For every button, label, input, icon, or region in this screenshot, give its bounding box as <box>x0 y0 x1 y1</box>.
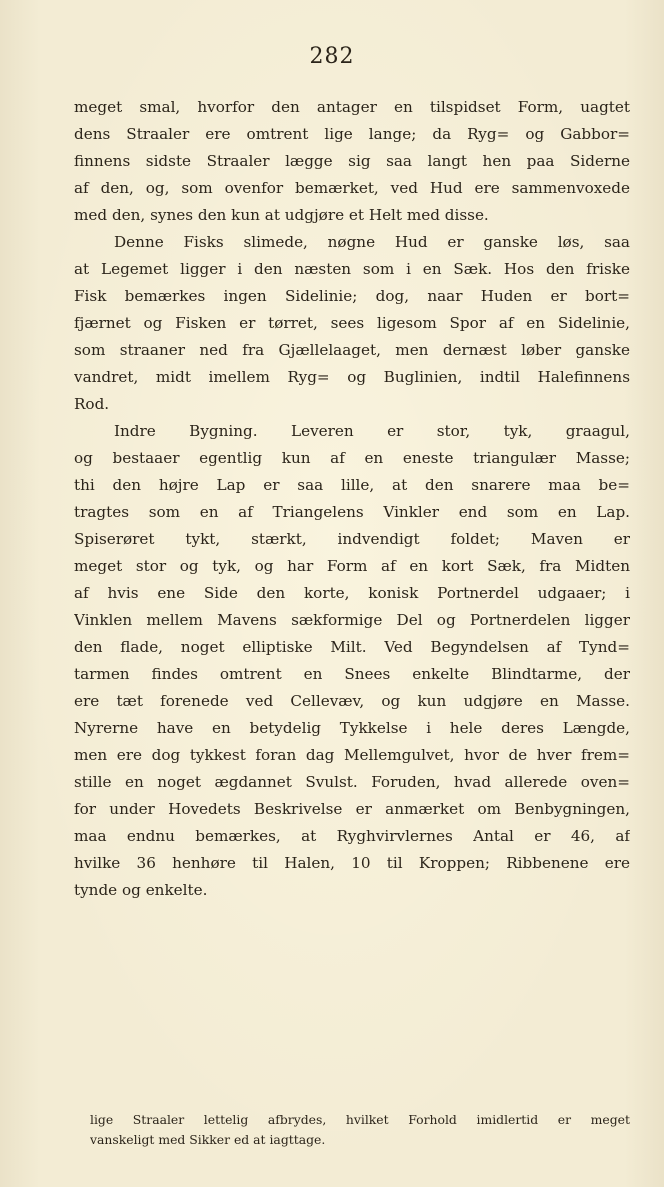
text-line: dens Straaler ere omtrent lige lange; da Ryg= og Gabbor= <box>74 125 630 143</box>
text-line: med den, synes den kun at udgjøre et Helt med disse. <box>74 206 489 224</box>
text-line: stille en noget ægdannet Svulst. Foruden, hvad allerede oven= <box>74 773 630 791</box>
text-line: Indre Bygning. Leveren er stor, tyk, graagul, <box>114 422 630 440</box>
text-line: den flade, noget elliptiske Milt. Ved Begyndelsen af Tynd= <box>74 638 630 656</box>
body-text <box>74 94 630 904</box>
footnote <box>90 1110 630 1150</box>
text-line: for under Hovedets Beskrivelse er anmærket om Benbygningen, <box>74 800 630 818</box>
text-line: som straaner ned fra Gjællelaaget, men dernæst løber ganske <box>74 341 630 359</box>
footnote-line: lige Straaler lettelig afbrydes, hvilket Forhold imidlertid er meget <box>90 1112 630 1127</box>
text-line: tynde og enkelte. <box>74 881 208 899</box>
text-line: Nyrerne have en betydelig Tykkelse i hele deres Længde, <box>74 719 630 737</box>
text-line: vandret, midt imellem Ryg= og Buglinien, indtil Halefinnens <box>74 368 630 386</box>
text-line: thi den højre Lap er saa lille, at den snarere maa be= <box>74 476 630 494</box>
text-line: af hvis ene Side den korte, konisk Portnerdel udgaaer; i <box>74 584 630 602</box>
text-line: Denne Fisks slimede, nøgne Hud er ganske løs, saa <box>114 233 630 251</box>
text-line: at Legemet ligger i den næsten som i en Sæk. Hos den friske <box>74 260 630 278</box>
text-line: Rod. <box>74 395 110 413</box>
text-line: Vinklen mellem Mavens sækformige Del og Portnerdelen ligger <box>74 611 630 629</box>
page-number: 282 <box>309 44 355 69</box>
text-line: finnens sidste Straaler lægge sig saa langt hen paa Siderne <box>74 152 630 170</box>
text-line: ere tæt forenede ved Cellevæv, og kun udgjøre en Masse. <box>74 692 630 710</box>
text-line: maa endnu bemærkes, at Ryghvirvlernes Antal er 46, af <box>74 827 630 845</box>
footnote-line: vanskeligt med Sikker ed at iagttage. <box>90 1132 326 1147</box>
text-line: Fisk bemærkes ingen Sidelinie; dog, naar Huden er bort= <box>74 287 630 305</box>
text-line: meget stor og tyk, og har Form af en kort Sæk, fra Midten <box>74 557 630 575</box>
text-line: fjærnet og Fisken er tørret, sees ligesom Spor af en Sidelinie, <box>74 314 630 332</box>
text-line: men ere dog tykkest foran dag Mellemgulvet, hvor de hver frem= <box>74 746 630 764</box>
text-line: og bestaaer egentlig kun af en eneste triangulær Masse; <box>74 449 630 467</box>
text-line: Spiserøret tykt, stærkt, indvendigt foldet; Maven er <box>74 530 630 548</box>
text-line: tarmen findes omtrent en Snees enkelte Blindtarme, der <box>74 665 630 683</box>
text-line: tragtes som en af Triangelens Vinkler end som en Lap. <box>74 503 630 521</box>
text-line: af den, og, som ovenfor bemærket, ved Hud ere sammenvoxede <box>74 179 630 197</box>
text-line: hvilke 36 henhøre til Halen, 10 til Kroppen; Ribbenene ere <box>74 854 630 872</box>
text-line: meget smal, hvorfor den antager en tilspidset Form, uagtet <box>74 98 630 116</box>
